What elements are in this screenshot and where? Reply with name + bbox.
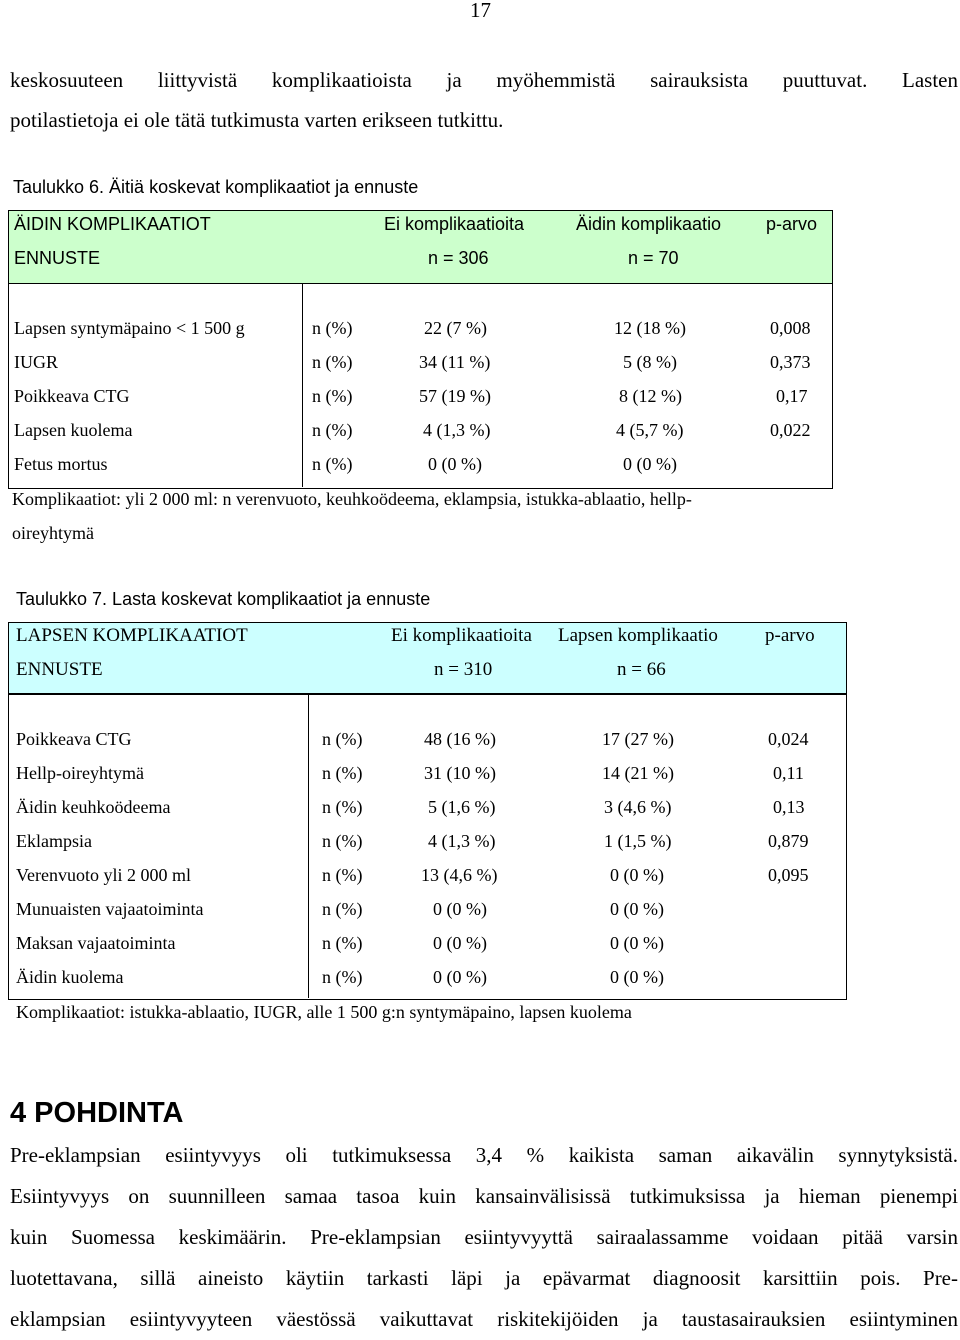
row-label: Maksan vajaatoiminta (16, 933, 176, 953)
row-label: Verenvuoto yli 2 000 ml (16, 865, 191, 885)
intro-line-1: keskosuuteen liittyvistä komplikaatioista ja myöhemmistä sairauksista puuttuvat. Lasten (10, 68, 958, 92)
row-p-value: 0,13 (773, 797, 805, 817)
row-label: Poikkeava CTG (16, 729, 132, 749)
row-value-a: 22 (7 %) (424, 318, 487, 338)
row-unit: n (%) (322, 831, 363, 851)
row-value-a: 0 (0 %) (433, 899, 487, 919)
row-unit: n (%) (322, 967, 363, 987)
table7-col-no-complication-n: n = 310 (434, 659, 493, 680)
row-value-b: 0 (0 %) (623, 454, 677, 474)
table6-col-no-complication: Ei komplikaatioita (384, 214, 525, 234)
table6-caption: Taulukko 6. Äitiä koskevat komplikaatiot ja ennuste (13, 177, 419, 197)
row-unit: n (%) (312, 454, 353, 474)
row-value-b: 0 (0 %) (610, 865, 664, 885)
table7-note: Komplikaatiot: istukka-ablaatio, IUGR, alle 1 500 g:n syntymäpaino, lapsen kuolema (16, 1002, 632, 1022)
row-p-value: 0,024 (768, 729, 809, 749)
paragraph-line: eklampsian esiintyvyyteen väestössä vaikuttavat riskitekijöiden ja taustasairauksien esiintyminen (10, 1307, 958, 1331)
row-unit: n (%) (322, 763, 363, 783)
row-label: Hellp-oireyhtymä (16, 763, 144, 783)
row-value-a: 57 (19 %) (419, 386, 491, 406)
row-value-b: 8 (12 %) (619, 386, 682, 406)
row-label: Munuaisten vajaatoiminta (16, 899, 204, 919)
table6-header-title: ÄIDIN KOMPLIKAATIOT (14, 214, 211, 234)
row-value-a: 31 (10 %) (424, 763, 496, 783)
paragraph-line: luotettavana, sillä aineisto käytiin tarkasti läpi ja epävarmat diagnoosit karsittiin pois. Pre- (10, 1266, 958, 1290)
row-value-b: 0 (0 %) (610, 967, 664, 987)
table6-col-no-complication-n: n = 306 (428, 248, 489, 268)
paragraph-line: kuin Suomessa keskimäärin. Pre-eklampsian esiintyvyyttä sairaalassamme voidaan pitää varsin (10, 1225, 958, 1249)
table6-note-line-1: Komplikaatiot: yli 2 000 ml: n verenvuoto, keuhkoödeema, eklampsia, istukka-ablaatio, hellp- (12, 489, 692, 509)
row-unit: n (%) (312, 420, 353, 440)
table7-col-complication-n: n = 66 (617, 659, 666, 680)
row-value-a: 48 (16 %) (424, 729, 496, 749)
row-unit: n (%) (322, 865, 363, 885)
page-number: 17 (470, 0, 491, 22)
row-value-b: 4 (5,7 %) (616, 420, 684, 440)
row-value-a: 13 (4,6 %) (421, 865, 498, 885)
row-unit: n (%) (312, 352, 353, 372)
row-p-value: 0,022 (770, 420, 811, 440)
row-p-value: 0,879 (768, 831, 809, 851)
table7-col-p-value: p-arvo (765, 625, 815, 646)
row-value-b: 14 (21 %) (602, 763, 674, 783)
section-heading: 4 POHDINTA (10, 1097, 184, 1129)
row-value-b: 3 (4,6 %) (604, 797, 672, 817)
row-p-value: 0,095 (768, 865, 809, 885)
row-unit: n (%) (322, 729, 363, 749)
row-unit: n (%) (322, 797, 363, 817)
row-value-a: 5 (1,6 %) (428, 797, 496, 817)
row-unit: n (%) (312, 318, 353, 338)
paragraph-line: Esiintyvyys on suunnilleen samaa tasoa kuin kansainvälisissä tutkimuksissa ja hieman pienempi (10, 1184, 958, 1208)
row-label: Lapsen syntymäpaino < 1 500 g (14, 318, 245, 338)
table7-caption: Taulukko 7. Lasta koskevat komplikaatiot ja ennuste (16, 589, 431, 609)
row-p-value: 0,11 (773, 763, 804, 783)
row-label: Äidin kuolema (16, 967, 124, 987)
row-value-b: 12 (18 %) (614, 318, 686, 338)
discussion-paragraph (10, 1135, 958, 1340)
row-label: Lapsen kuolema (14, 420, 133, 440)
table6-col-complication: Äidin komplikaatio (576, 214, 722, 234)
table6-col-complication-n: n = 70 (628, 248, 679, 268)
row-value-b: 17 (27 %) (602, 729, 674, 749)
row-label: Äidin keuhkoödeema (16, 797, 171, 817)
table7-header-subtitle: ENNUSTE (16, 659, 103, 680)
table7-col-no-complication: Ei komplikaatioita (391, 625, 532, 646)
row-value-a: 0 (0 %) (433, 967, 487, 987)
row-label: IUGR (14, 352, 58, 372)
row-value-a: 0 (0 %) (433, 933, 487, 953)
paragraph-line: Pre-eklampsian esiintyvyys oli tutkimuksessa 3,4 % kaikista saman aikavälin synnytyksistä. (10, 1143, 958, 1167)
table6-col-p-value: p-arvo (766, 214, 818, 234)
row-unit: n (%) (312, 386, 353, 406)
table6-header-subtitle: ENNUSTE (14, 248, 101, 268)
row-value-b: 1 (1,5 %) (604, 831, 672, 851)
row-value-b: 0 (0 %) (610, 933, 664, 953)
row-value-a: 4 (1,3 %) (428, 831, 496, 851)
table7-col-complication: Lapsen komplikaatio (558, 625, 718, 646)
table7-header-title: LAPSEN KOMPLIKAATIOT (16, 625, 248, 646)
row-value-a: 0 (0 %) (428, 454, 482, 474)
row-unit: n (%) (322, 933, 363, 953)
row-label: Fetus mortus (14, 454, 108, 474)
table7-divider (308, 693, 309, 998)
row-label: Eklampsia (16, 831, 92, 851)
row-p-value: 0,008 (770, 318, 811, 338)
table6-divider (302, 283, 303, 487)
row-p-value: 0,373 (770, 352, 811, 372)
row-value-a: 34 (11 %) (419, 352, 491, 372)
intro-line-2: potilastietoja ei ole tätä tutkimusta varten erikseen tutkittu. (10, 108, 504, 132)
row-unit: n (%) (322, 899, 363, 919)
row-value-b: 0 (0 %) (610, 899, 664, 919)
row-value-b: 5 (8 %) (623, 352, 677, 372)
row-label: Poikkeava CTG (14, 386, 130, 406)
table6-note-line-2: oireyhtymä (12, 523, 94, 543)
row-p-value: 0,17 (776, 386, 808, 406)
row-value-a: 4 (1,3 %) (423, 420, 491, 440)
